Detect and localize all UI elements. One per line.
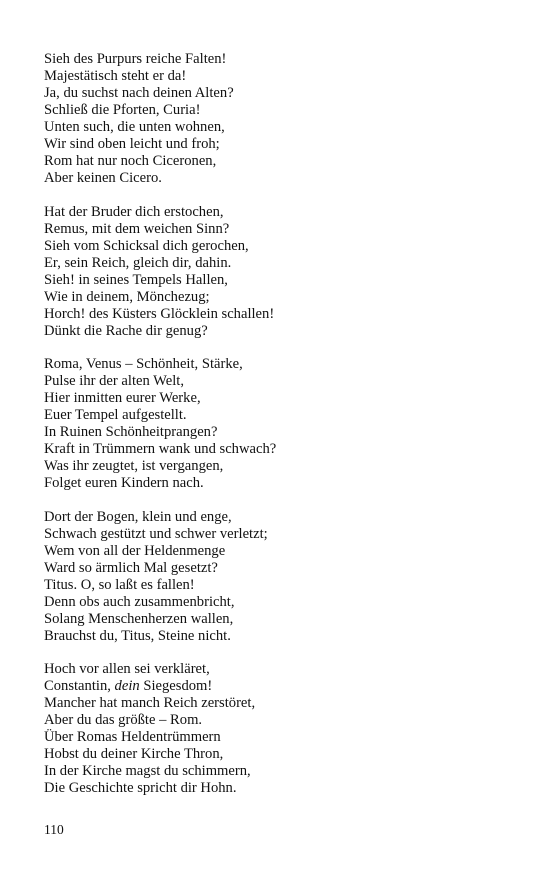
stanza xyxy=(44,661,524,797)
stanza xyxy=(44,356,524,492)
emphasized-word: dein xyxy=(114,678,140,694)
verse-line xyxy=(44,678,524,695)
verse-line: Folget euren Kindern nach. xyxy=(44,475,204,491)
stanza xyxy=(44,204,524,340)
verse-line: Sieh! in seines Tempels Hallen, xyxy=(44,271,228,288)
verse-line: Majestätisch steht er da! xyxy=(44,68,187,84)
verse-line: Die Geschichte spricht dir Hohn. xyxy=(44,780,237,796)
verse-line: Wie in deinem, Mönchezug; xyxy=(44,288,210,305)
verse-line: Aber du das größte – Rom. xyxy=(44,712,203,728)
verse-line: Hat der Bruder dich erstochen, xyxy=(44,203,224,220)
verse-line: Horch! des Küsters Glöcklein schallen! xyxy=(44,305,275,322)
verse-line: Über Romas Heldentrümmern xyxy=(44,729,221,745)
verse-line: Remus, mit dem weichen Sinn? xyxy=(44,220,230,237)
poem xyxy=(44,51,524,814)
verse-line: Dünkt die Rache dir genug? xyxy=(44,322,208,339)
verse-line: Sieh vom Schicksal dich gerochen, xyxy=(44,237,249,254)
verse-line: Schwach gestützt und schwer verletzt; xyxy=(44,525,268,542)
verse-line: Pulse ihr der alten Welt, xyxy=(44,373,185,389)
verse-line: Rom hat nur noch Ciceronen, xyxy=(44,153,217,169)
verse-line: Sieh des Purpurs reiche Falten! xyxy=(44,51,227,67)
verse-line: In Ruinen Schönheitprangen? xyxy=(44,424,218,440)
verse-line: Ja, du suchst nach deinen Alten? xyxy=(44,85,234,101)
verse-line: Hobst du deiner Kirche Thron, xyxy=(44,746,224,762)
verse-line: Dort der Bogen, klein und enge, xyxy=(44,508,232,525)
verse-text: Constantin, xyxy=(44,678,115,694)
verse-line: Euer Tempel aufgestellt. xyxy=(44,407,187,423)
verse-line: Wem von all der Heldenmenge xyxy=(44,542,226,559)
stanza xyxy=(44,509,524,645)
verse-line: Hier inmitten eurer Werke, xyxy=(44,390,201,406)
verse-line: Schließ die Pforten, Curia! xyxy=(44,102,201,118)
verse-line: In der Kirche magst du schimmern, xyxy=(44,763,251,779)
verse-line: Er, sein Reich, gleich dir, dahin. xyxy=(44,254,232,271)
verse-line: Brauchst du, Titus, Steine nicht. xyxy=(44,627,231,644)
verse-line: Unten such, die unten wohnen, xyxy=(44,119,225,135)
verse-line: Denn obs auch zusammenbricht, xyxy=(44,593,235,610)
verse-text: Siegesdom! xyxy=(139,678,213,694)
verse-line: Titus. O, so laßt es fallen! xyxy=(44,576,195,593)
verse-line: Wir sind oben leicht und froh; xyxy=(44,136,220,152)
verse-line: Hoch vor allen sei verkläret, xyxy=(44,661,210,677)
verse-line: Aber keinen Cicero. xyxy=(44,170,162,186)
verse-line: Was ihr zeugtet, ist vergangen, xyxy=(44,458,224,474)
page-number: 110 xyxy=(44,822,64,837)
verse-line: Ward so ärmlich Mal gesetzt? xyxy=(44,559,218,576)
verse-line: Solang Menschenherzen wallen, xyxy=(44,610,234,627)
stanza xyxy=(44,51,524,187)
verse-line: Roma, Venus – Schönheit, Stärke, xyxy=(44,356,243,372)
verse-line: Mancher hat manch Reich zerstöret, xyxy=(44,695,256,711)
verse-line: Kraft in Trümmern wank und schwach? xyxy=(44,441,277,457)
